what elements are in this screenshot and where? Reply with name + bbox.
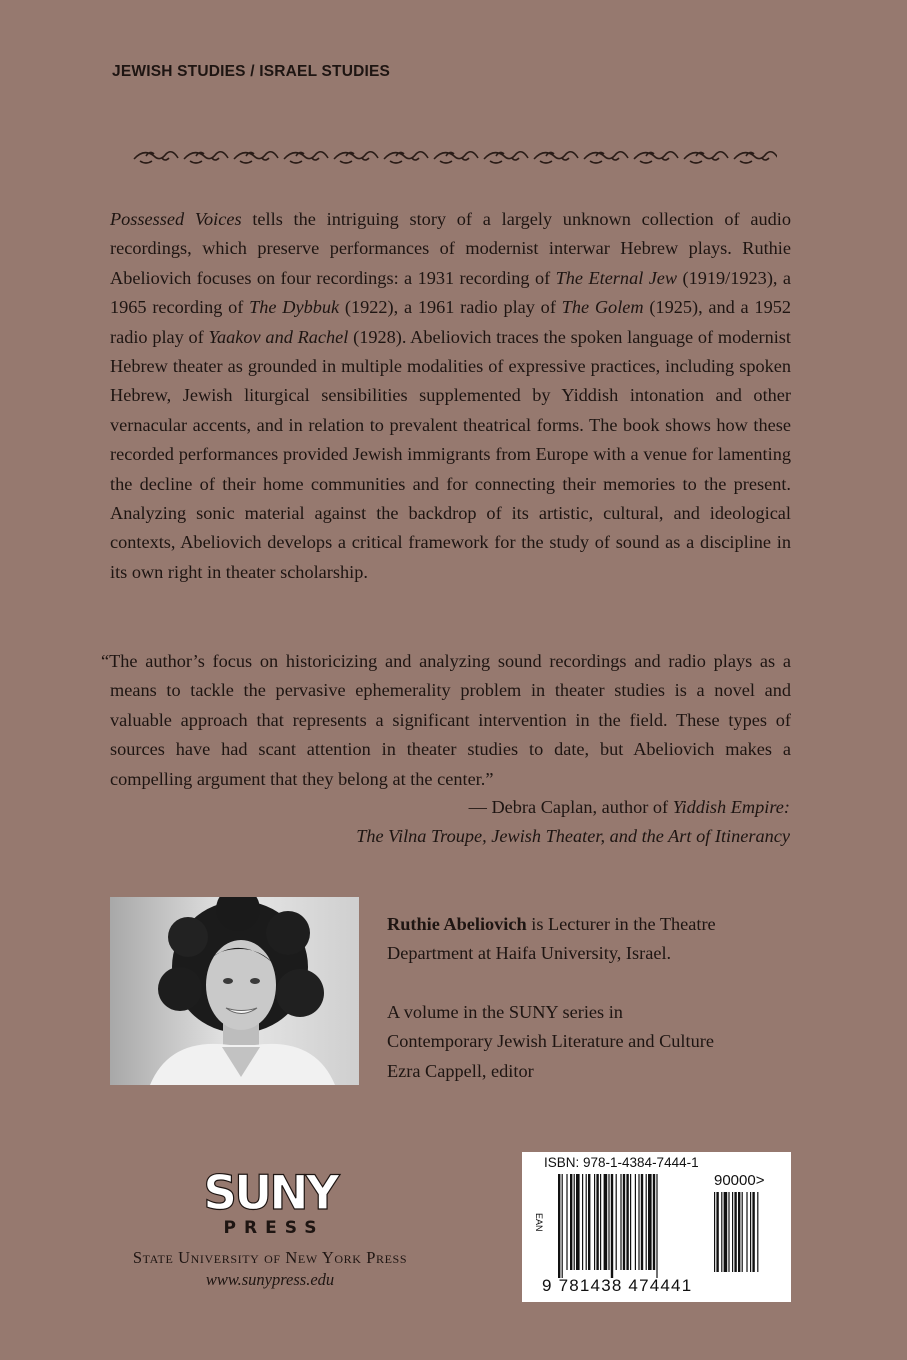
book-title-ref: Possessed Voices [110, 209, 242, 229]
description-text: tells the intriguing story of a largely unknown collection of audio recordings, which preserve performances of modernist interwar Hebrew plays. Ruthie Abeliovich focuses on four recordings: a 1931 recording of [110, 209, 792, 288]
description-text: (1925), and a 1952 radio play of [110, 297, 791, 347]
addon-barcode-bars [714, 1192, 778, 1272]
series-editor: Ezra Cappell, editor [387, 1060, 534, 1081]
isbn-number: ISBN: 978-1-4384-7444-1 [544, 1155, 699, 1170]
work-title: The Golem [561, 297, 644, 318]
author-photo [110, 897, 359, 1085]
category-label: JEWISH STUDIES / ISRAEL STUDIES [112, 63, 391, 80]
barcode-digits: 9 781438 474441 [542, 1276, 693, 1295]
author-bio [387, 910, 787, 1086]
series-line: A volume in the SUNY series in [387, 1001, 623, 1022]
work-title: The Eternal Jew [555, 267, 678, 288]
work-title: Yaakov and Rachel [208, 326, 349, 347]
publisher-name: State University of New York Press [132, 1248, 408, 1267]
reviewer-book-title: Yiddish Empire: [672, 797, 790, 817]
series-name: Contemporary Jewish Literature and Culture [387, 1031, 714, 1052]
isbn-barcode [522, 1152, 791, 1302]
press-wordmark: PRESS [223, 1218, 325, 1238]
description-text: (1919/1923), a 1965 recording of [110, 267, 791, 318]
review-quote: “The author’s focus on historicizing and analyzing sound recordings and radio plays as a means to tackle the pervasive ephemerality problem in theater studies is a novel and valuable approach that represents a significant intervention in the field. These types of sources have had scant attention in theater studies to date, but Abeliovich makes a compelling argument that they belong at the center.” [101, 651, 791, 789]
floral-vine-ornament-icon [132, 146, 777, 166]
attribution-text: — Debra Caplan, author of [468, 797, 673, 817]
description-text: (1922), a 1961 radio play of [339, 297, 562, 318]
work-title: The Dybbuk [249, 297, 340, 318]
description-text: (1928). Abeliovich traces the spoken language of modernist Hebrew theater as grounded in multiple modalities of expressive practices, including spoken Hebrew, Jewish liturgical sensibilities supplemented by Yiddish intonation and other vernacular accents, and in relation to prevalent theatrical forms. The book shows how these recorded performances provided Jewish immigrants from Europe with a venue for lamenting the decline of their home communities and for connecting their memories to the present. Analyzing sonic material against the backdrop of its artistic, cultural, and ideological contexts, Abeliovich develops a critical framework for the study of sound as a discipline in its own right in theater scholarship. [110, 326, 791, 582]
review-attribution [356, 793, 790, 852]
publisher-website[interactable]: www.sunypress.edu [205, 1270, 335, 1289]
suny-press-logo: SUNY [203, 1166, 337, 1221]
price-code: 90000> [714, 1172, 765, 1189]
reviewer-book-subtitle: The Vilna Troupe, Jewish Theater, and the Art of Itinerancy [356, 826, 790, 847]
author-name: Ruthie Abeliovich [387, 914, 527, 934]
book-description [110, 205, 791, 587]
barcode-bars [558, 1174, 708, 1278]
ean-label: EAN [534, 1213, 544, 1232]
author-bio-text: is Lecturer in the Theatre Department at Haifa University, Israel. [387, 914, 716, 964]
publisher-block [110, 1166, 430, 1290]
